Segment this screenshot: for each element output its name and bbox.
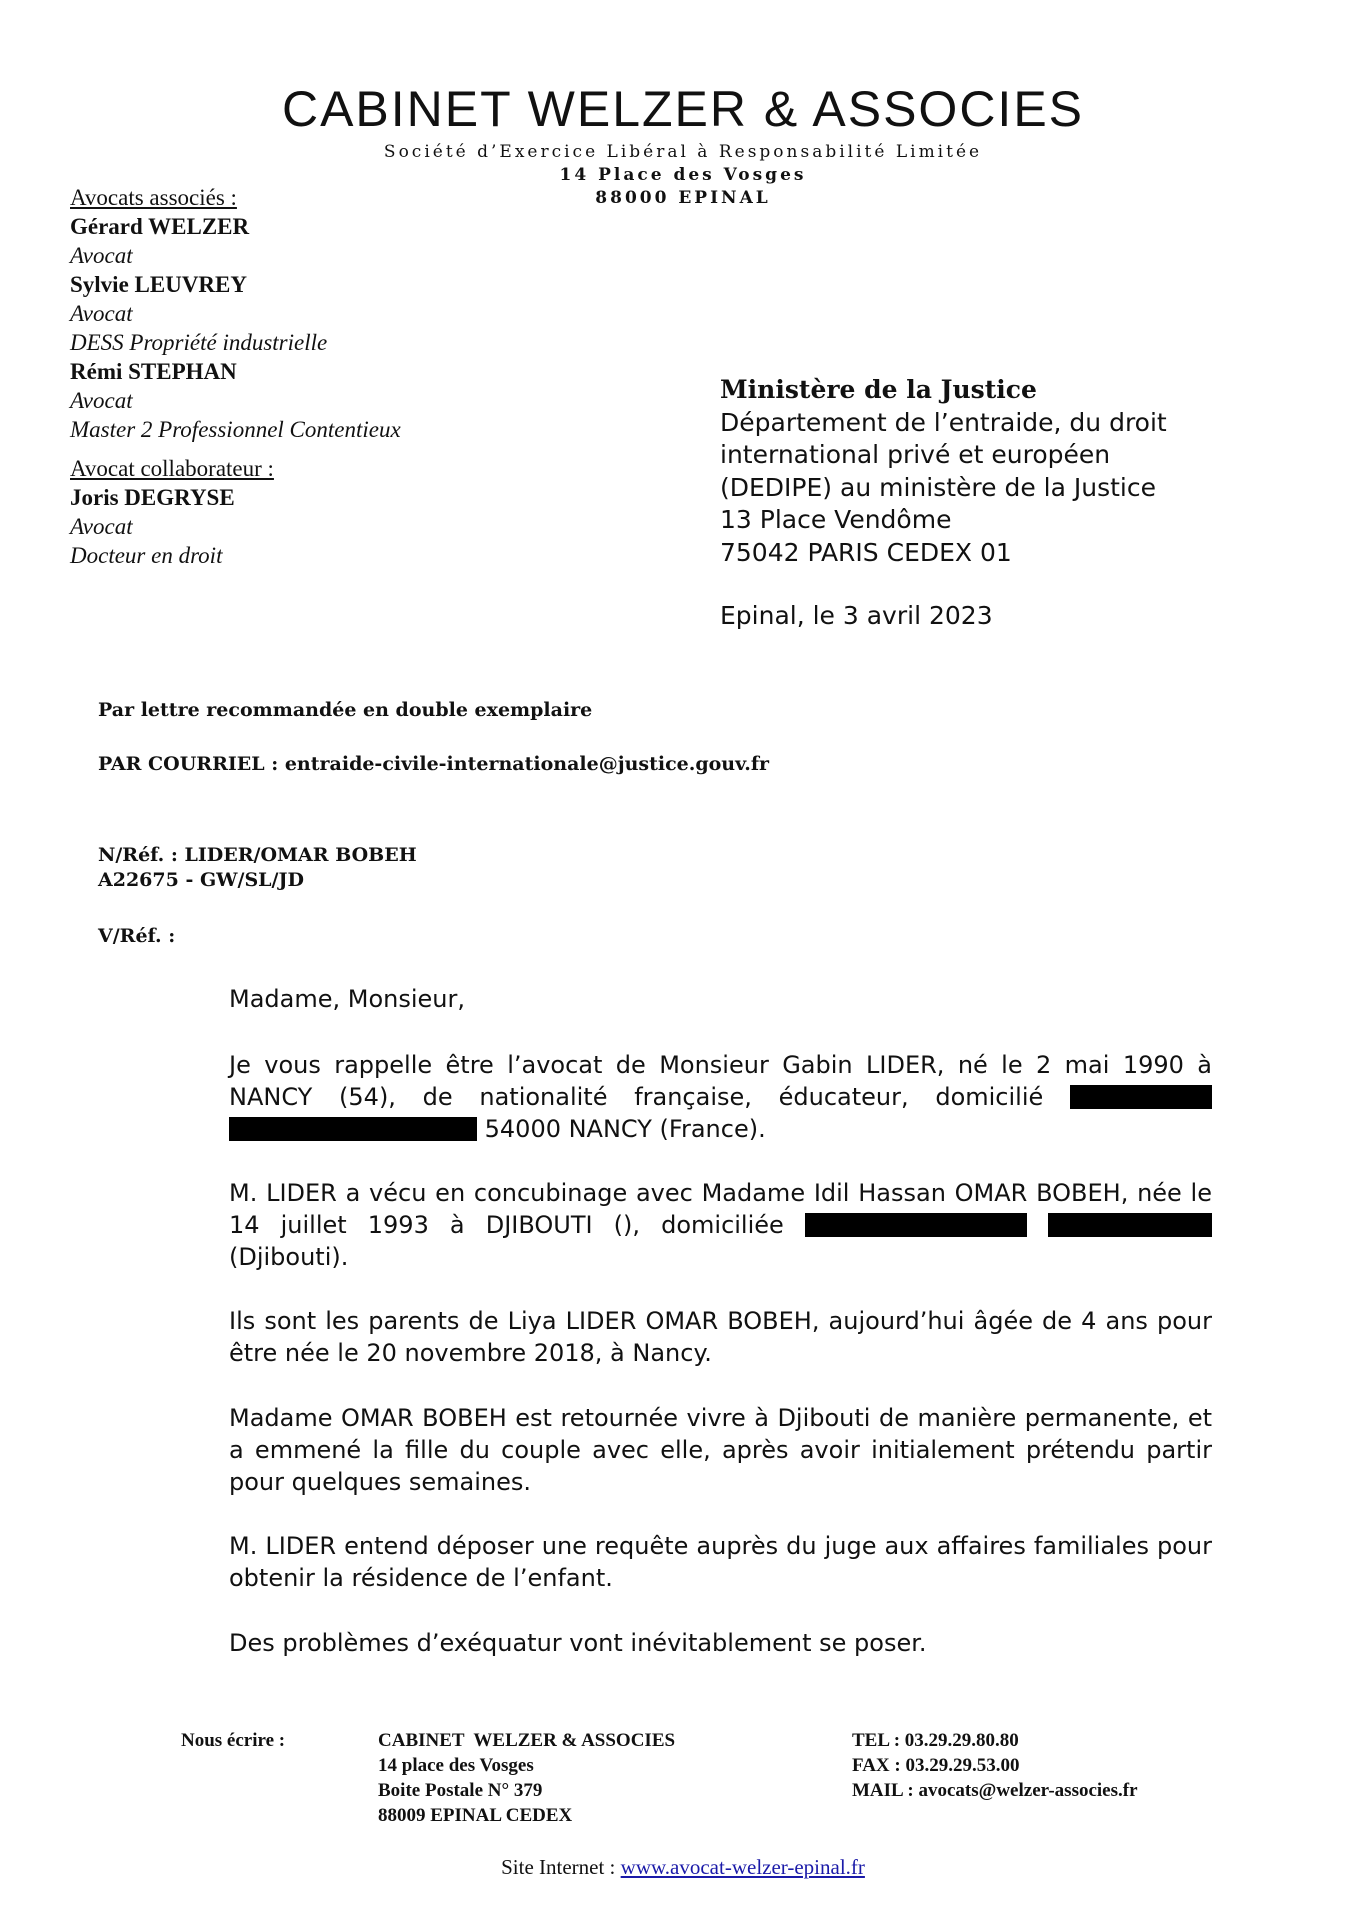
salutation: Madame, Monsieur, xyxy=(229,985,466,1013)
redaction-bar xyxy=(229,1117,477,1141)
recipient-line: 13 Place Vendôme xyxy=(720,505,952,534)
lawyer-title: Avocat xyxy=(70,514,133,539)
paragraph-1-text: Je vous rappelle être l’avocat de Monsieur Gabin LIDER, né le 2 mai 1990 à NANCY (54), de nationalité française, éducateur, domicilié xyxy=(229,1051,1212,1111)
footer-address-line: Boite Postale N° 379 xyxy=(378,1780,543,1801)
lawyer-name: Gérard WELZER xyxy=(70,214,250,239)
footer-email: MAIL : avocats@welzer-associes.fr xyxy=(852,1780,1138,1801)
lawyer-title: Master 2 Professionnel Contentieux xyxy=(70,417,401,442)
footer-contact xyxy=(852,1728,1138,1803)
delivery-method: Par lettre recommandée en double exemplaire xyxy=(98,699,593,721)
email-line: PAR COURRIEL : entraide-civile-internationale@justice.gouv.fr xyxy=(98,753,770,775)
footer-label: Nous écrire : xyxy=(181,1730,286,1751)
paragraph-1 xyxy=(229,1049,1212,1145)
legal-form: Société d’Exercice Libéral à Responsabilité Limitée xyxy=(383,142,983,162)
lawyer-title: Avocat xyxy=(70,243,133,268)
paragraph-4: Madame OMAR BOBEH est retournée vivre à Djibouti de manière permanente, et a emmené la fille du couple avec elle, après avoir initialement prétendu partir pour quelques semaines. xyxy=(229,1404,1212,1496)
lawyer-title: DESS Propriété industrielle xyxy=(70,330,328,355)
paragraph-3: Ils sont les parents de Liya LIDER OMAR BOBEH, aujourd’hui âgée de 4 ans pour être née le 20 novembre 2018, à Nancy. xyxy=(229,1307,1212,1367)
website-link[interactable]: www.avocat-welzer-epinal.fr xyxy=(620,1855,865,1879)
recipient-line: 75042 PARIS CEDEX 01 xyxy=(720,537,1012,567)
paragraph-2 xyxy=(229,1177,1212,1273)
letter-date: Epinal, le 3 avril 2023 xyxy=(720,601,993,630)
recipient-address xyxy=(720,374,1320,569)
footer-phone: TEL : 03.29.29.80.80 xyxy=(852,1730,1019,1751)
footer-address xyxy=(378,1728,675,1828)
paragraph-2-text-end: (Djibouti). xyxy=(229,1243,349,1271)
firm-address-line2: 88000 EPINAL xyxy=(595,188,771,208)
our-reference-code: A22675 - GW/SL/JD xyxy=(98,869,304,891)
lawyer-title: Avocat xyxy=(70,301,133,326)
lawyer-name: Rémi STEPHAN xyxy=(70,359,237,384)
paragraph-6: Des problèmes d’exéquatur vont inévitablement se poser. xyxy=(229,1629,927,1657)
your-reference: V/Réf. : xyxy=(98,925,176,947)
paragraph-2-text: M. LIDER a vécu en concubinage avec Madame Idil Hassan OMAR BOBEH, née le 14 juillet 1993 à DJIBOUTI (), domiciliée xyxy=(229,1179,1212,1239)
lawyers-list xyxy=(70,183,490,570)
paragraph-5: M. LIDER entend déposer une requête auprès du juge aux affaires familiales pour obtenir la résidence de l’enfant. xyxy=(229,1532,1212,1592)
lawyer-name: Joris DEGRYSE xyxy=(70,485,235,510)
footer-website xyxy=(0,1855,1366,1880)
our-reference: N/Réf. : LIDER/OMAR BOBEH xyxy=(98,844,417,866)
footer-address-line: 14 place des Vosges xyxy=(378,1755,534,1776)
paragraph-1-text-end: 54000 NANCY (France). xyxy=(477,1115,766,1143)
lawyer-name: Sylvie LEUVREY xyxy=(70,272,247,297)
footer-address-line: CABINET WELZER & ASSOCIES xyxy=(378,1730,676,1751)
redaction-bar xyxy=(1070,1085,1212,1109)
footer-fax: FAX : 03.29.29.53.00 xyxy=(852,1755,1020,1776)
recipient-line: Département de l’entraide, du droit xyxy=(720,407,1167,437)
redaction-bar xyxy=(1048,1213,1212,1237)
collaborator-heading: Avocat collaborateur : xyxy=(70,456,274,481)
recipient-line: international privé et européen xyxy=(720,440,1111,469)
website-label: Site Internet : xyxy=(501,1855,621,1879)
firm-name: CABINET WELZER & ASSOCIES xyxy=(281,81,1085,137)
recipient-line: (DEDIPE) au ministère de la Justice xyxy=(720,472,1156,502)
lawyer-title: Docteur en droit xyxy=(70,543,223,568)
partners-heading: Avocats associés : xyxy=(70,185,237,210)
redaction-bar xyxy=(805,1213,1027,1237)
recipient-name: Ministère de la Justice xyxy=(720,375,1037,404)
footer-address-line: 88009 EPINAL CEDEX xyxy=(378,1805,573,1826)
lawyer-title: Avocat xyxy=(70,388,133,413)
firm-address-line1: 14 Place des Vosges xyxy=(559,165,807,185)
